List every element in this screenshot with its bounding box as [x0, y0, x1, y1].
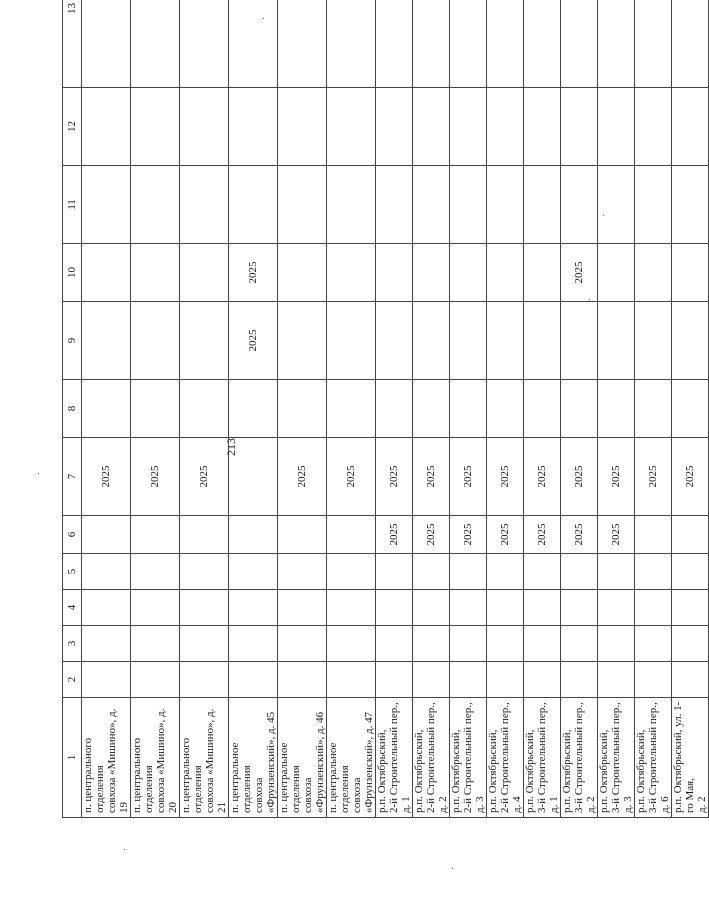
cell-col-8: [635, 380, 672, 438]
cell-col-7: 2025: [376, 438, 413, 516]
address-line: 3-й Строительный пер., д. 1: [536, 702, 560, 813]
cell-col-4: [598, 590, 635, 626]
column-header-3: 3: [63, 626, 82, 662]
address-line: п. центрального отделения: [82, 737, 106, 813]
cell-col-12: [376, 88, 413, 166]
cell-col-12: [82, 88, 131, 166]
cell-col-11: [450, 166, 487, 244]
column-header-7: 7: [63, 438, 82, 516]
address-line: 2-й Строительный пер., д. 1: [388, 702, 412, 813]
cell-col-10: [598, 244, 635, 302]
table-row: [131, 0, 180, 818]
address-cell: [635, 698, 672, 818]
cell-col-3: [413, 626, 450, 662]
cell-col-11: [180, 166, 229, 244]
cell-col-13: [229, 0, 278, 88]
address-cell: [672, 698, 709, 818]
cell-col-8: [131, 380, 180, 438]
column-header-11: 11: [63, 166, 82, 244]
cell-col-6: 2025: [376, 516, 413, 554]
scan-speck: [263, 18, 264, 19]
cell-col-3: [561, 626, 598, 662]
address-cell: [82, 698, 131, 818]
cell-col-5: [635, 554, 672, 590]
address-line: 2-й Строительный пер., д. 3: [462, 702, 486, 813]
cell-col-8: [598, 380, 635, 438]
address-line: 3-й Строительный пер., д. 2: [573, 702, 597, 813]
cell-col-4: [327, 590, 376, 626]
cell-col-3: [376, 626, 413, 662]
address-line: р.п. Октябрьский,: [450, 729, 462, 813]
cell-col-4: [131, 590, 180, 626]
table-row: [180, 0, 229, 818]
cell-col-8: [229, 380, 278, 438]
column-header-12: 12: [63, 88, 82, 166]
cell-col-10: 2025: [229, 244, 278, 302]
cell-col-8: [672, 380, 709, 438]
cell-col-8: [180, 380, 229, 438]
cell-col-7: 2025: [598, 438, 635, 516]
column-header-2: 2: [63, 662, 82, 698]
cell-col-13: [524, 0, 561, 88]
cell-col-8: [487, 380, 524, 438]
address-line: р.п. Октябрьский,: [487, 729, 499, 813]
address-cell: [278, 698, 327, 818]
address-line: совхоза «Мишино», д. 21: [204, 708, 228, 813]
address-line: р.п. Октябрьский,: [524, 729, 536, 813]
cell-col-5: [327, 554, 376, 590]
cell-col-3: [450, 626, 487, 662]
cell-col-8: [524, 380, 561, 438]
cell-col-10: [180, 244, 229, 302]
cell-col-2: [561, 662, 598, 698]
cell-col-4: [180, 590, 229, 626]
column-header-10: 10: [63, 244, 82, 302]
cell-col-9: [82, 302, 131, 380]
address-cell: [450, 698, 487, 818]
address-cell: [131, 698, 180, 818]
cell-col-7: 2025: [413, 438, 450, 516]
cell-col-6: [635, 516, 672, 554]
cell-col-4: [376, 590, 413, 626]
table-row: [229, 0, 278, 818]
address-line: 2-й Строительный пер., д. 4: [499, 702, 523, 813]
cell-col-5: [229, 554, 278, 590]
cell-col-6: 2025: [487, 516, 524, 554]
cell-col-7: 2025: [524, 438, 561, 516]
column-header-6: 6: [63, 516, 82, 554]
cell-col-5: [450, 554, 487, 590]
cell-col-11: [598, 166, 635, 244]
cell-col-10: [82, 244, 131, 302]
cell-col-11: [82, 166, 131, 244]
table-row: [635, 0, 672, 818]
cell-col-13: [131, 0, 180, 88]
column-header-13: 13: [63, 0, 82, 88]
cell-col-6: [180, 516, 229, 554]
cell-col-2: [487, 662, 524, 698]
cell-col-7: 2025: [561, 438, 598, 516]
cell-col-5: [376, 554, 413, 590]
cell-col-13: [376, 0, 413, 88]
cell-col-9: 2025: [229, 302, 278, 380]
cell-col-11: [672, 166, 709, 244]
address-cell: [229, 698, 278, 818]
cell-col-10: [450, 244, 487, 302]
cell-col-12: [278, 88, 327, 166]
address-line: 3-й Строительный пер., д. 6: [647, 702, 671, 813]
address-cell: [376, 698, 413, 818]
cell-col-12: [561, 88, 598, 166]
cell-col-13: [278, 0, 327, 88]
cell-col-7: 2025: [450, 438, 487, 516]
cell-col-2: [413, 662, 450, 698]
cell-col-12: [524, 88, 561, 166]
cell-col-12: [413, 88, 450, 166]
cell-col-3: [524, 626, 561, 662]
cell-col-12: [487, 88, 524, 166]
cell-col-6: 2025: [598, 516, 635, 554]
table-row: [561, 0, 598, 818]
cell-col-7: [229, 438, 278, 516]
cell-col-13: [561, 0, 598, 88]
cell-col-9: [376, 302, 413, 380]
cell-col-9: [672, 302, 709, 380]
cell-col-7: 2025: [487, 438, 524, 516]
column-header-4: 4: [63, 590, 82, 626]
address-line: р.п. Октябрьский, ул. 1-го Мая,: [672, 701, 696, 813]
address-line: п. центрального отделения: [180, 737, 204, 813]
cell-col-11: [413, 166, 450, 244]
cell-col-3: [278, 626, 327, 662]
cell-col-3: [131, 626, 180, 662]
cell-col-6: 2025: [450, 516, 487, 554]
cell-col-6: 2025: [561, 516, 598, 554]
cell-col-9: [450, 302, 487, 380]
cell-col-2: [524, 662, 561, 698]
address-cell: [413, 698, 450, 818]
cell-col-7: 2025: [131, 438, 180, 516]
scan-speck: [124, 849, 125, 850]
address-cell: [561, 698, 598, 818]
cell-col-13: [635, 0, 672, 88]
column-header-8: 8: [63, 380, 82, 438]
address-line: совхоза «Мишино», д. 19: [106, 708, 130, 813]
cell-col-7: 2025: [327, 438, 376, 516]
cell-col-6: [82, 516, 131, 554]
cell-col-9: [180, 302, 229, 380]
cell-col-3: [327, 626, 376, 662]
cell-col-4: [672, 590, 709, 626]
cell-col-10: [524, 244, 561, 302]
address-cell: [487, 698, 524, 818]
cell-col-9: [413, 302, 450, 380]
table-row: [450, 0, 487, 818]
cell-col-10: 2025: [561, 244, 598, 302]
cell-col-11: [487, 166, 524, 244]
cell-col-12: [450, 88, 487, 166]
cell-col-4: [82, 590, 131, 626]
cell-col-2: [131, 662, 180, 698]
cell-col-2: [450, 662, 487, 698]
cell-col-9: [635, 302, 672, 380]
cell-col-4: [229, 590, 278, 626]
cell-col-4: [450, 590, 487, 626]
page-number: 213: [224, 438, 238, 456]
address-line: р.п. Октябрьский,: [561, 729, 573, 813]
cell-col-2: [229, 662, 278, 698]
cell-col-5: [131, 554, 180, 590]
table-row: [82, 0, 131, 818]
table-row: [327, 0, 376, 818]
cell-col-6: [672, 516, 709, 554]
cell-col-9: [131, 302, 180, 380]
cell-col-2: [180, 662, 229, 698]
cell-col-3: [635, 626, 672, 662]
table-row: [376, 0, 413, 818]
cell-col-7: 2025: [180, 438, 229, 516]
cell-col-7: 2025: [635, 438, 672, 516]
cell-col-12: [180, 88, 229, 166]
cell-col-4: [524, 590, 561, 626]
address-line: совхоза «Мишино», д. 20: [155, 708, 179, 813]
cell-col-13: [598, 0, 635, 88]
address-line: совхоза «Фрунзенский», д. 47: [351, 711, 375, 813]
cell-col-13: [487, 0, 524, 88]
cell-col-7: 2025: [672, 438, 709, 516]
table-row: [278, 0, 327, 818]
cell-col-9: [561, 302, 598, 380]
cell-col-9: [278, 302, 327, 380]
address-line: совхоза «Фрунзенский», д. 45: [253, 711, 277, 813]
cell-col-10: [278, 244, 327, 302]
column-header-1: 1: [63, 698, 82, 818]
table-row: [487, 0, 524, 818]
cell-col-4: [487, 590, 524, 626]
cell-col-6: [327, 516, 376, 554]
cell-col-2: [598, 662, 635, 698]
cell-col-9: [598, 302, 635, 380]
cell-col-10: [672, 244, 709, 302]
cell-col-12: [131, 88, 180, 166]
cell-col-11: [524, 166, 561, 244]
cell-col-2: [376, 662, 413, 698]
table-row: [524, 0, 561, 818]
cell-col-6: [229, 516, 278, 554]
cell-col-13: [450, 0, 487, 88]
cell-col-10: [327, 244, 376, 302]
scan-speck: [589, 299, 590, 300]
cell-col-8: [413, 380, 450, 438]
cell-col-13: [327, 0, 376, 88]
cell-col-10: [376, 244, 413, 302]
address-line: п. центрального отделения: [131, 737, 155, 813]
cell-col-5: [82, 554, 131, 590]
cell-col-5: [524, 554, 561, 590]
address-line: п. центральное отделения: [327, 742, 351, 813]
cell-col-11: [376, 166, 413, 244]
rotated-table-container: [62, 3, 708, 818]
address-line: р.п. Октябрьский,: [413, 729, 425, 813]
cell-col-3: [180, 626, 229, 662]
cell-col-9: [327, 302, 376, 380]
schedule-table: [62, 0, 709, 818]
cell-col-10: [635, 244, 672, 302]
cell-col-5: [598, 554, 635, 590]
address-line: совхоза «Фрунзенский», д. 46: [302, 711, 326, 813]
cell-col-11: [561, 166, 598, 244]
cell-col-4: [561, 590, 598, 626]
cell-col-5: [180, 554, 229, 590]
address-cell: [598, 698, 635, 818]
cell-col-8: [278, 380, 327, 438]
cell-col-2: [82, 662, 131, 698]
cell-col-3: [598, 626, 635, 662]
cell-col-7: 2025: [82, 438, 131, 516]
table-row: [413, 0, 450, 818]
address-line: 3-й Строительный пер., д. 3: [610, 702, 634, 813]
cell-col-5: [413, 554, 450, 590]
column-header-5: 5: [63, 554, 82, 590]
cell-col-6: [131, 516, 180, 554]
cell-col-2: [672, 662, 709, 698]
cell-col-8: [450, 380, 487, 438]
scan-speck: [452, 868, 453, 869]
cell-col-12: [229, 88, 278, 166]
cell-col-2: [635, 662, 672, 698]
cell-col-6: [278, 516, 327, 554]
cell-col-13: [672, 0, 709, 88]
cell-col-10: [487, 244, 524, 302]
cell-col-12: [598, 88, 635, 166]
cell-col-13: [180, 0, 229, 88]
cell-col-6: 2025: [524, 516, 561, 554]
cell-col-8: [82, 380, 131, 438]
address-line: 2-й Строительный пер., д. 2: [425, 702, 449, 813]
cell-col-10: [131, 244, 180, 302]
address-line: р.п. Октябрьский,: [635, 729, 647, 813]
cell-col-5: [278, 554, 327, 590]
scan-speck: [603, 215, 604, 216]
cell-col-11: [229, 166, 278, 244]
cell-col-3: [82, 626, 131, 662]
address-line: р.п. Октябрьский,: [598, 729, 610, 813]
cell-col-8: [327, 380, 376, 438]
address-cell: [180, 698, 229, 818]
header-row: [63, 0, 82, 818]
cell-col-8: [561, 380, 598, 438]
cell-col-7: 2025: [278, 438, 327, 516]
cell-col-12: [635, 88, 672, 166]
cell-col-6: 2025: [413, 516, 450, 554]
cell-col-3: [672, 626, 709, 662]
table-row: [598, 0, 635, 818]
cell-col-3: [487, 626, 524, 662]
cell-col-8: [376, 380, 413, 438]
address-cell: [327, 698, 376, 818]
scan-speck: [38, 473, 39, 474]
cell-col-11: [327, 166, 376, 244]
cell-col-4: [278, 590, 327, 626]
cell-col-2: [278, 662, 327, 698]
cell-col-13: [82, 0, 131, 88]
cell-col-13: [413, 0, 450, 88]
cell-col-3: [229, 626, 278, 662]
cell-col-11: [131, 166, 180, 244]
cell-col-11: [278, 166, 327, 244]
address-line: п. центральное отделения: [229, 742, 253, 813]
cell-col-5: [487, 554, 524, 590]
cell-col-9: [524, 302, 561, 380]
cell-col-10: [413, 244, 450, 302]
cell-col-11: [635, 166, 672, 244]
cell-col-4: [413, 590, 450, 626]
address-line: п. центральное отделения: [278, 742, 302, 813]
cell-col-9: [487, 302, 524, 380]
cell-col-12: [327, 88, 376, 166]
cell-col-5: [672, 554, 709, 590]
address-line: д. 2: [696, 796, 708, 813]
cell-col-4: [635, 590, 672, 626]
column-header-9: 9: [63, 302, 82, 380]
cell-col-12: [672, 88, 709, 166]
cell-col-5: [561, 554, 598, 590]
address-cell: [524, 698, 561, 818]
address-line: р.п. Октябрьский,: [376, 729, 388, 813]
table-row: [672, 0, 709, 818]
cell-col-2: [327, 662, 376, 698]
